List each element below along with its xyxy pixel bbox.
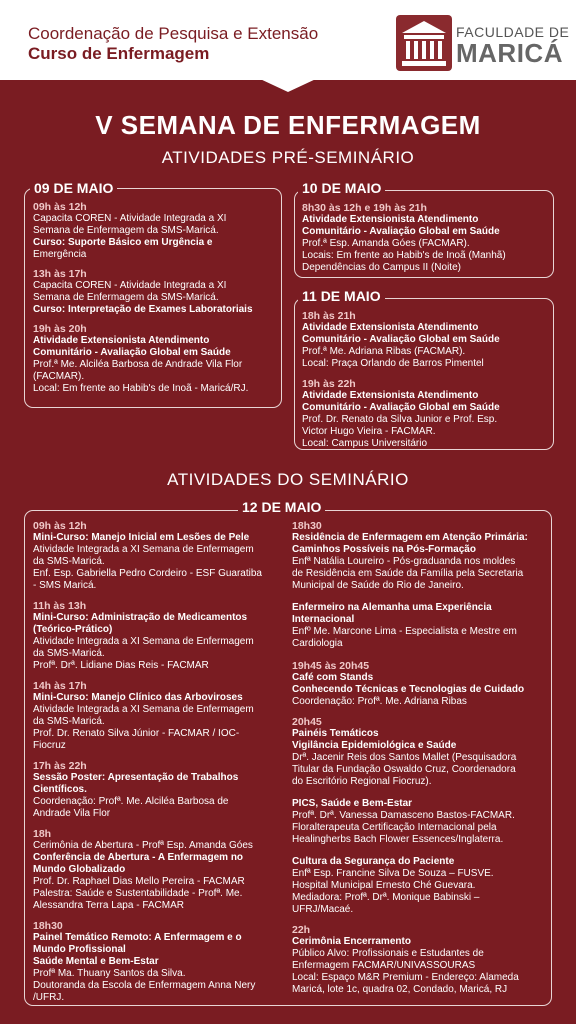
event-line: Victor Hugo Vieira - FACMAR.: [302, 426, 436, 437]
course-title: Curso de Enfermagem: [28, 44, 210, 63]
event-block: [292, 520, 528, 592]
event-line: Mini-Curso: Manejo Inicial em Lesões de Pele: [33, 532, 250, 543]
seminar-heading: ATIVIDADES DO SEMINÁRIO: [167, 470, 409, 489]
event-line: Locais: Em frente ao Habib's de Inoã (Manhã): [302, 250, 506, 261]
event-block: [302, 310, 500, 370]
header-notch: [258, 78, 318, 92]
event-time: 11h às 13h: [33, 600, 87, 612]
event-line: Público Alvo: Profissionais e Estudantes de: [292, 948, 484, 959]
event-line: UFRJ/Macaé.: [292, 904, 354, 915]
event-line: Mediadora: Profª. Drª. Monique Babinski –: [292, 892, 480, 903]
event-line: Atividade Extensionista Atendimento: [302, 390, 479, 401]
event-block: [33, 201, 226, 261]
event-line: Prof.ª Esp. Amanda Góes (FACMAR).: [302, 238, 470, 249]
event-time: 18h30: [292, 520, 322, 532]
event-line: (Teórico-Prático): [33, 624, 113, 635]
event-line: Coordenação: Profª. Me. Adriana Ribas: [292, 696, 467, 707]
event-line: Local: Praça Orlando de Barros Pimentel: [302, 358, 484, 369]
faculty-building-logo-icon: [394, 13, 454, 73]
event-line: Municipal de Saúde do Rio de Janeiro.: [292, 580, 464, 591]
event-line: Comunitário - Avaliação Global em Saúde: [33, 347, 231, 358]
day3-date: 11 DE MAIO: [298, 288, 385, 304]
event-line: Atividade Integrada a XI Semana de Enfermagem: [33, 704, 254, 715]
event-line: da SMS-Maricá.: [33, 648, 105, 659]
event-time: 8h30 às 12h e 19h às 21h: [302, 202, 427, 214]
event-block: [33, 920, 255, 1004]
event-block: [292, 798, 515, 846]
event-line: Atividade Extensionista Atendimento: [33, 335, 210, 346]
event-line: Científicos.: [33, 784, 87, 795]
event-time: 19h às 22h: [302, 378, 356, 390]
event-line: Conferência de Abertura - A Enfermagem no: [33, 852, 244, 863]
event-line: Prof.ª Me. Alciléa Barbosa de Andrade Vila Flor: [33, 359, 243, 370]
event-time: 22h: [292, 924, 311, 936]
event-line: Andrade Vila Flor: [33, 808, 111, 819]
event-line: de Residência em Saúde da Família pela Secretaria: [292, 568, 524, 579]
day4-date: 12 DE MAIO: [238, 499, 325, 515]
logo-text-bottom: MARICÁ: [456, 38, 563, 68]
event-line: Profª. Drª. Vanessa Damasceno Bastos-FACMAR.: [292, 810, 515, 821]
event-time: 13h às 17h: [33, 268, 87, 280]
event-block: [33, 828, 253, 912]
event-line: Café com Stands: [292, 672, 374, 683]
day2-date: 10 DE MAIO: [298, 180, 385, 196]
event-line: Enfermagem FACMAR/UNIVASSOURAS: [292, 960, 476, 971]
event-line: Residência de Enfermagem em Atenção Primária:: [292, 532, 528, 543]
event-line: Prof. Dr. Raphael Dias Mello Pereira - FACMAR: [33, 876, 245, 887]
event-line: Enfª Esp. Francine Silva De Souza – FUSVE.: [292, 868, 494, 879]
event-line: Titular da Fundação Oswaldo Cruz, Coordenadora: [292, 764, 516, 775]
event-line: Atividade Integrada a XI Semana de Enfermagem: [33, 544, 254, 555]
event-time: 18h às 21h: [302, 310, 356, 322]
event-block: [33, 268, 253, 316]
event-line: Cardiologia: [292, 638, 343, 649]
event-line: Local: Espaço M&R Premium - Endereço: Alameda: [292, 972, 519, 983]
event-line: do Escritório Regional Fiocruz).: [292, 776, 432, 787]
event-line: Prof.ª Me. Adriana Ribas (FACMAR).: [302, 346, 466, 357]
event-line: Drª. Jacenir Reis dos Santos Mallet (Pesquisadora: [292, 752, 517, 763]
event-line: Enfermeiro na Alemanha uma Experiência: [292, 602, 492, 613]
event-line: Palestra: Saúde e Sustentabilidade - Profª. Me.: [33, 888, 243, 899]
event-line: PICS, Saúde e Bem-Estar: [292, 798, 413, 809]
event-time: 19h às 20h: [33, 323, 87, 335]
day1-date: 09 DE MAIO: [30, 180, 117, 196]
event-time: 09h às 12h: [33, 520, 87, 532]
event-block: [33, 323, 248, 395]
event-time: 18h30: [33, 920, 63, 932]
event-line: Maricá, lote 1c, quadra 02, Condado, Maricá, RJ: [292, 984, 508, 995]
event-time: 20h45: [292, 716, 322, 728]
event-block: [292, 602, 517, 650]
event-line: Semana de Enfermagem da SMS-Maricá.: [33, 292, 219, 303]
event-line: Comunitário - Avaliação Global em Saúde: [302, 334, 500, 345]
event-line: Curso: Suporte Básico em Urgência e: [33, 237, 213, 248]
event-block: [302, 202, 506, 274]
event-line: - SMS Maricá.: [33, 580, 97, 591]
event-line: Healingherbs Bach Flower Essences/Inglaterra.: [292, 834, 504, 845]
event-block: [33, 680, 254, 752]
event-block: [302, 378, 500, 450]
event-line: Alessandra Terra Lapa - FACMAR: [33, 900, 184, 911]
event-line: Atividade Extensionista Atendimento: [302, 214, 479, 225]
event-line: da SMS-Maricá.: [33, 716, 105, 727]
event-line: Cultura da Segurança do Paciente: [292, 856, 455, 867]
event-line: Conhecendo Técnicas e Tecnologias de Cuidado: [292, 684, 525, 695]
event-line: Enfº Me. Marcone Lima - Especialista e Mestre em: [292, 626, 517, 637]
coordination-title: Coordenação de Pesquisa e Extensão: [28, 24, 319, 43]
event-line: Fiocruz: [33, 740, 66, 751]
event-line: Comunitário - Avaliação Global em Saúde: [302, 402, 500, 413]
event-block: [292, 716, 516, 788]
event-line: Atividade Integrada a XI Semana de Enfermagem: [33, 636, 254, 647]
event-line: Mini-Curso: Administração de Medicamentos: [33, 612, 248, 623]
event-block: [33, 760, 238, 820]
event-line: Saúde Mental e Bem-Estar: [33, 956, 159, 967]
event-line: Profª Ma. Thuany Santos da Silva.: [33, 968, 186, 979]
event-line: Mundo Globalizado: [33, 864, 126, 875]
event-line: Cerimônia de Abertura - Profª Esp. Amanda Góes: [33, 840, 253, 851]
event-line: (FACMAR).: [33, 371, 85, 382]
event-line: Curso: Interpretação de Exames Laboratoriais: [33, 304, 253, 315]
event-line: Prof. Dr. Renato Silva Júnior - FACMAR / IOC-: [33, 728, 240, 739]
event-line: Semana de Enfermagem da SMS-Maricá.: [33, 225, 219, 236]
header-banner: [0, 0, 576, 80]
event-time: 09h às 12h: [33, 201, 87, 213]
event-line: Mundo Profissional: [33, 944, 126, 955]
event-line: Dependências do Campus II (Noite): [302, 262, 461, 273]
event-line: Painel Temático Remoto: A Enfermagem e o: [33, 932, 242, 943]
event-time: 19h45 às 20h45: [292, 660, 370, 672]
event-line: Cerimônia Encerramento: [292, 936, 411, 947]
event-block: [33, 520, 262, 592]
event-line: Enfª Natália Loureiro - Pós-graduanda nos moldes: [292, 556, 516, 567]
event-line: Local: Em frente ao Habib's de Inoã - Maricá/RJ.: [33, 383, 249, 394]
event-line: Local: Campus Universitário: [302, 438, 428, 449]
event-line: Profª. Drª. Lidiane Dias Reis - FACMAR: [33, 660, 209, 671]
event-line: Comunitário - Avaliação Global em Saúde: [302, 226, 500, 237]
event-line: Capacita COREN - Atividade Integrada a XI: [33, 280, 227, 291]
event-line: Atividade Extensionista Atendimento: [302, 322, 479, 333]
event-line: Floralterapeuta Certificação Internacional pela: [292, 822, 497, 833]
event-time: 14h às 17h: [33, 680, 87, 692]
event-line: Capacita COREN - Atividade Integrada a XI: [33, 213, 227, 224]
logo-text-top: FACULDADE DE: [456, 24, 570, 40]
event-line: Painéis Temáticos: [292, 728, 379, 739]
event-block: [292, 924, 519, 996]
event-time: 17h às 22h: [33, 760, 87, 772]
event-time: 18h: [33, 828, 52, 840]
event-line: Emergência: [33, 249, 87, 260]
event-block: [292, 856, 494, 916]
pre-seminar-heading: ATIVIDADES PRÉ-SEMINÁRIO: [161, 148, 415, 167]
event-line: Enf. Esp. Gabriella Pedro Cordeiro - ESF Guaratiba: [33, 568, 262, 579]
event-block: [292, 660, 524, 708]
event-line: da SMS-Maricá.: [33, 556, 105, 567]
event-line: Caminhos Possíveis na Pós-Formação: [292, 544, 476, 555]
event-line: Hospital Municipal Ernesto Ché Guevara.: [292, 880, 476, 891]
event-block: [33, 600, 254, 672]
event-title: V SEMANA DE ENFERMAGEM: [95, 110, 481, 140]
event-line: Prof. Dr. Renato da Silva Junior e Prof. Esp.: [302, 414, 498, 425]
event-line: Doutoranda da Escola de Enfermagem Anna Nery: [33, 980, 256, 991]
event-line: Coordenação: Profª. Me. Alciléa Barbosa de: [33, 796, 229, 807]
event-line: Vigilância Epidemiológica e Saúde: [292, 740, 457, 751]
event-line: Mini-Curso: Manejo Clínico das Arboviroses: [33, 692, 243, 703]
event-line: /UFRJ.: [33, 992, 65, 1003]
event-line: Sessão Poster: Apresentação de Trabalhos: [33, 772, 239, 783]
event-line: Internacional: [292, 614, 355, 625]
